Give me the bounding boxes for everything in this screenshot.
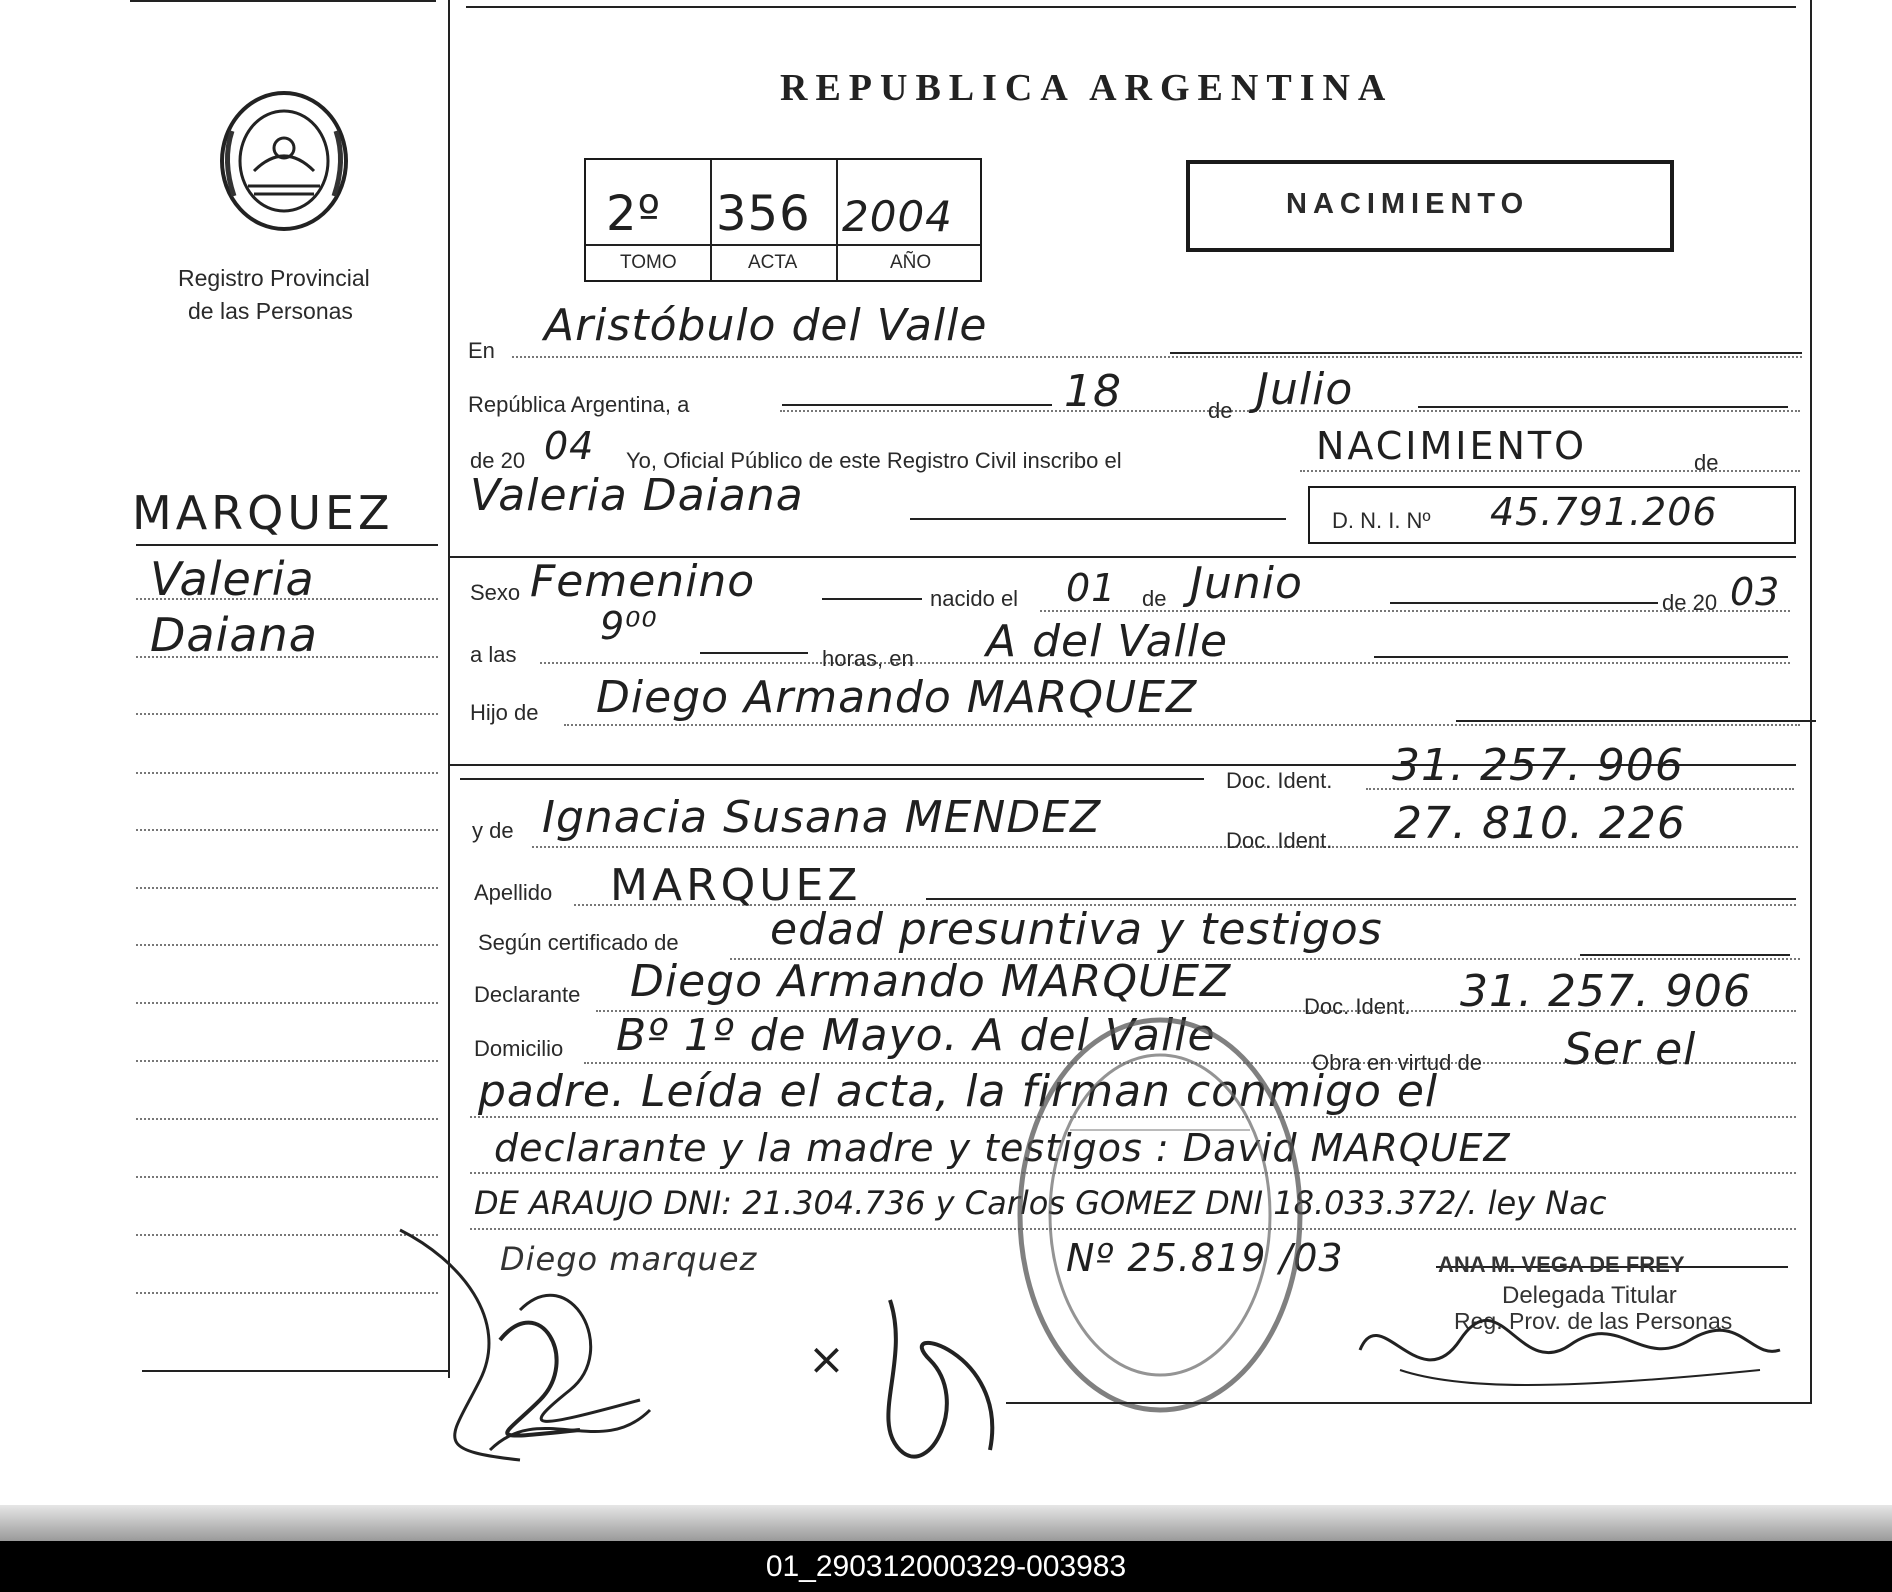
registry-name-line1: Registro Provincial: [178, 265, 370, 291]
apellido-label: Apellido: [474, 880, 553, 905]
hijo-label: Hijo de: [470, 700, 539, 725]
margin-surname: MARQUEZ: [132, 486, 394, 540]
birth-day: 01: [1066, 566, 1117, 610]
month-underline: [1418, 406, 1788, 408]
mother-name: Ignacia Susana MENDEZ: [542, 792, 1102, 843]
birth-year-suffix: 03: [1730, 570, 1781, 614]
month-value: Julio: [1256, 364, 1354, 415]
declarante-value: Diego Armando MARQUEZ: [630, 956, 1232, 1007]
yde-label: y de: [472, 818, 514, 843]
domicilio-value: Bº 1º de Mayo. A del Valle: [616, 1010, 1216, 1061]
declarante-doc: 31. 257. 906: [1460, 966, 1752, 1017]
obra-value: Ser el: [1564, 1024, 1697, 1075]
alas-label: a las: [470, 642, 517, 667]
day-underline: [782, 404, 1052, 406]
father-doc-leadline: [460, 778, 1204, 780]
dni-value: 45.791.206: [1490, 490, 1718, 534]
official-stamp-icon: [1010, 1010, 1310, 1420]
officer-name: ANA M. VEGA DE FREY: [1438, 1252, 1685, 1277]
obra-label: Obra en virtud de: [1312, 1050, 1482, 1075]
father-line: [564, 724, 1800, 726]
margin-line: [136, 944, 438, 946]
father-doc: 31. 257. 906: [1392, 740, 1684, 791]
main-top-rule: [466, 6, 1796, 8]
apellido-underline: [926, 898, 1796, 900]
scan-edge: [0, 1505, 1892, 1541]
margin-name2: Daiana: [150, 608, 318, 662]
signatures-scribble-icon: [370, 1200, 1050, 1470]
sexo-value: Femenino: [530, 556, 756, 607]
margin-line: [136, 598, 438, 600]
margin-line: [136, 887, 438, 889]
text-line-ley: Nº 25.819 /03: [1066, 1236, 1344, 1280]
child-name-underline: [910, 518, 1286, 520]
text-line-araujo: DE ARAUJO DNI: 21.304.736 y Carlos GOMEZ DNI 18.033.372/. ley Nac: [474, 1184, 1607, 1222]
margin-line: [136, 656, 438, 658]
nacido-label: nacido el: [930, 586, 1019, 611]
margin-line: [136, 1060, 438, 1062]
tomo-label: TOMO: [620, 252, 677, 273]
margin-line: [136, 1176, 438, 1178]
place-line: [512, 356, 1802, 358]
margin-line: [136, 772, 438, 774]
image-id-footer: 01_290312000329-003983: [0, 1541, 1892, 1592]
officer-signature-icon: [1340, 1290, 1790, 1410]
right-border: [1810, 0, 1812, 1404]
father-name: Diego Armando MARQUEZ: [596, 672, 1198, 723]
de3-label: de: [1142, 586, 1167, 611]
margin-line: [136, 1118, 438, 1120]
place-value: Aristóbulo del Valle: [544, 300, 988, 351]
country-title: REPUBLICA ARGENTINA: [780, 67, 1394, 109]
acta-label: ACTA: [748, 252, 798, 273]
father-underline: [1456, 720, 1816, 722]
margin-rule-1: [136, 544, 438, 546]
birth-month: Junio: [1190, 558, 1303, 609]
declarante-doc-label: Doc. Ident.: [1304, 994, 1411, 1019]
birth-place: A del Valle: [986, 616, 1229, 667]
father-doc-label: Doc. Ident.: [1226, 768, 1333, 793]
margin-line: [136, 829, 438, 831]
de2-label: de: [1694, 450, 1719, 475]
segun-label: Según certificado de: [478, 930, 679, 955]
provincial-seal-icon: [214, 86, 354, 236]
ano-value: 2004: [842, 192, 953, 241]
year-suffix: 04: [544, 424, 595, 468]
mother-doc: 27. 810. 226: [1394, 798, 1686, 849]
signature-diego: Diego marquez: [500, 1240, 758, 1278]
margin-line: [136, 1002, 438, 1004]
officer-title: Delegada Titular: [1502, 1282, 1677, 1309]
margin-name1: Valeria: [150, 552, 315, 606]
registry-name-line2: de las Personas: [188, 298, 353, 324]
top-left-rule: [130, 0, 436, 2]
de20-label: de 20: [1662, 590, 1718, 615]
domicilio-label: Domicilio: [474, 1036, 564, 1061]
hour-value: 9⁰⁰: [600, 604, 658, 648]
officer-org: Reg. Prov. de las Personas: [1454, 1308, 1733, 1334]
event-value: NACIMIENTO: [1316, 424, 1588, 468]
sexo-label: Sexo: [470, 580, 521, 605]
day-value: 18: [1064, 366, 1122, 417]
birth-place-underline: [1374, 656, 1788, 658]
mother-doc-label: Doc. Ident.: [1226, 828, 1333, 853]
horas-label: horas, en: [822, 646, 914, 671]
ref-header-rule: [586, 244, 980, 246]
republica-label: República Argentina, a: [468, 392, 690, 417]
signature-x: ×: [808, 1334, 846, 1385]
ref-divider: [710, 160, 712, 280]
yo-label: Yo, Oficial Público de este Registro Civil inscribo el: [626, 448, 1122, 473]
hour-underline: [700, 652, 808, 654]
ref-divider: [836, 160, 838, 280]
left-column-divider: [448, 0, 450, 1378]
year-prefix: de 20: [470, 448, 526, 473]
en-label: En: [468, 338, 495, 363]
ano-label: AÑO: [890, 252, 932, 273]
text-line-padre: padre. Leída el acta, la firman conmigo el: [478, 1066, 1439, 1117]
sexo-underline: [822, 598, 922, 600]
declarante-label: Declarante: [474, 982, 581, 1007]
child-name: Valeria Daiana: [470, 470, 804, 521]
segun-value: edad presuntiva y testigos: [770, 904, 1383, 955]
de-label: de: [1208, 398, 1233, 423]
acta-value: 356: [716, 186, 811, 242]
birth-month-underline: [1390, 602, 1658, 604]
event-line: [1300, 470, 1800, 472]
margin-line: [136, 713, 438, 715]
dni-label: D. N. I. Nº: [1332, 508, 1431, 533]
record-type: NACIMIENTO: [1286, 188, 1530, 220]
place-underline: [1170, 352, 1802, 354]
segun-underline: [1580, 954, 1790, 956]
tomo-value: 2º: [606, 186, 662, 242]
main-bottom-rule: [1006, 1402, 1810, 1404]
apellido-value: MARQUEZ: [610, 860, 862, 911]
text-line-declarante: declarante y la madre y testigos : David MARQUEZ: [494, 1126, 1511, 1170]
